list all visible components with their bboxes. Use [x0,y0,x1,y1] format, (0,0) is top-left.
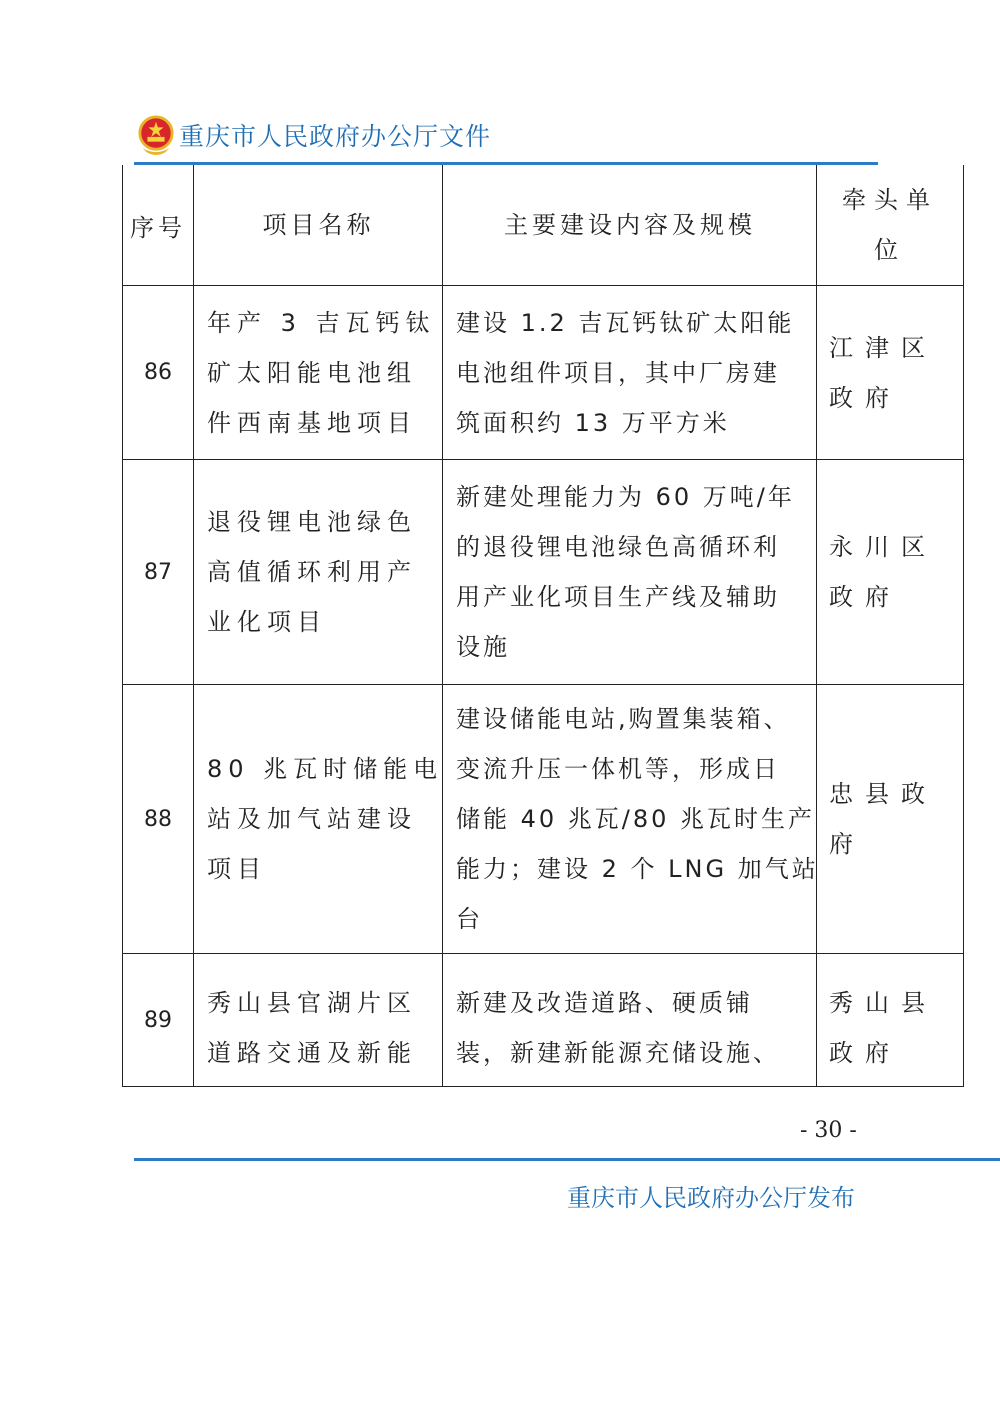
column-header-content: 主要建设内容及规模 [443,165,817,286]
row-lead-unit [817,685,964,954]
footer-divider [134,1158,1000,1161]
row-content [443,286,817,460]
column-header-unit [817,165,964,286]
header-title: 重庆市人民政府办公厅文件 [179,122,492,151]
content-line: 的退役锂电池绿色高循环利 [456,533,780,561]
name-line: 80 兆瓦时储能电 [207,755,444,783]
content-line: 设施 [456,633,510,661]
content-line: 储能 40 兆瓦/80 兆瓦时生产 [456,805,816,833]
row-content [443,685,817,954]
row-lead-unit [817,954,964,1087]
row-lead-unit [817,286,964,460]
project-table [122,165,964,1087]
name-line: 道路交通及新能 [207,1038,417,1067]
row-seq: 88 [123,685,194,954]
name-line: 高值循环利用产 [207,558,417,586]
page-number: - 30 - [800,1118,857,1143]
column-header-seq: 序号 [123,165,194,286]
national-emblem-icon [137,114,175,156]
content-line: 用产业化项目生产线及辅助 [456,583,780,611]
table-row [123,460,964,685]
name-line: 秀山县官湖片区 [207,988,417,1017]
row-project-name [194,286,443,460]
content-line: 建设 1.2 吉瓦钙钛矿太阳能 [456,308,795,337]
row-seq: 89 [123,954,194,1087]
name-line: 退役锂电池绿色 [207,508,417,536]
name-line: 业化项目 [207,608,327,636]
content-line: 能力；建设 2 个 LNG 加气站 [456,855,819,883]
row-content [443,460,817,685]
name-line: 年产 3 吉瓦钙钛 [207,308,436,337]
content-line: 电池组件项目，其中厂房建 [456,358,780,387]
row-lead-unit [817,460,964,685]
name-line: 站及加气站建设 [207,805,417,833]
name-line: 件西南基地项目 [207,408,417,437]
content-line: 装，新建新能源充储设施、 [456,1038,780,1067]
footer-publisher: 重庆市人民政府办公厅发布 [567,1184,855,1212]
unit-line: 政府 [829,383,901,412]
content-line: 建设储能电站,购置集装箱、 [456,705,791,733]
row-project-name [194,685,443,954]
unit-line: 永川区 [829,533,937,561]
row-seq: 87 [123,460,194,685]
unit-line: 政府 [829,1038,901,1067]
column-header-unit-line: 位 [874,236,906,264]
unit-line: 江津区 [829,333,937,362]
table-row [123,954,964,1087]
row-seq: 86 [123,286,194,460]
content-line: 新建处理能力为 60 万吨/年 [456,483,795,511]
name-line: 项目 [207,855,267,883]
row-content [443,954,817,1087]
unit-line: 政府 [829,583,901,611]
name-line: 矿太阳能电池组 [207,358,417,387]
content-line: 筑面积约 13 万平方米 [456,408,730,437]
content-line: 台 [456,905,483,933]
unit-line: 秀山县 [829,988,937,1017]
column-header-unit-line: 牵头单 [842,186,938,214]
table-row [123,286,964,460]
table-header-row [123,165,964,286]
unit-line: 府 [829,830,865,858]
content-line: 新建及改造道路、硬质铺 [456,988,753,1017]
unit-line: 忠县政 [829,780,937,808]
content-line: 变流升压一体机等，形成日 [456,755,780,783]
table-row [123,685,964,954]
document-header [137,110,491,160]
column-header-name: 项目名称 [194,165,443,286]
row-project-name [194,954,443,1087]
row-project-name [194,460,443,685]
